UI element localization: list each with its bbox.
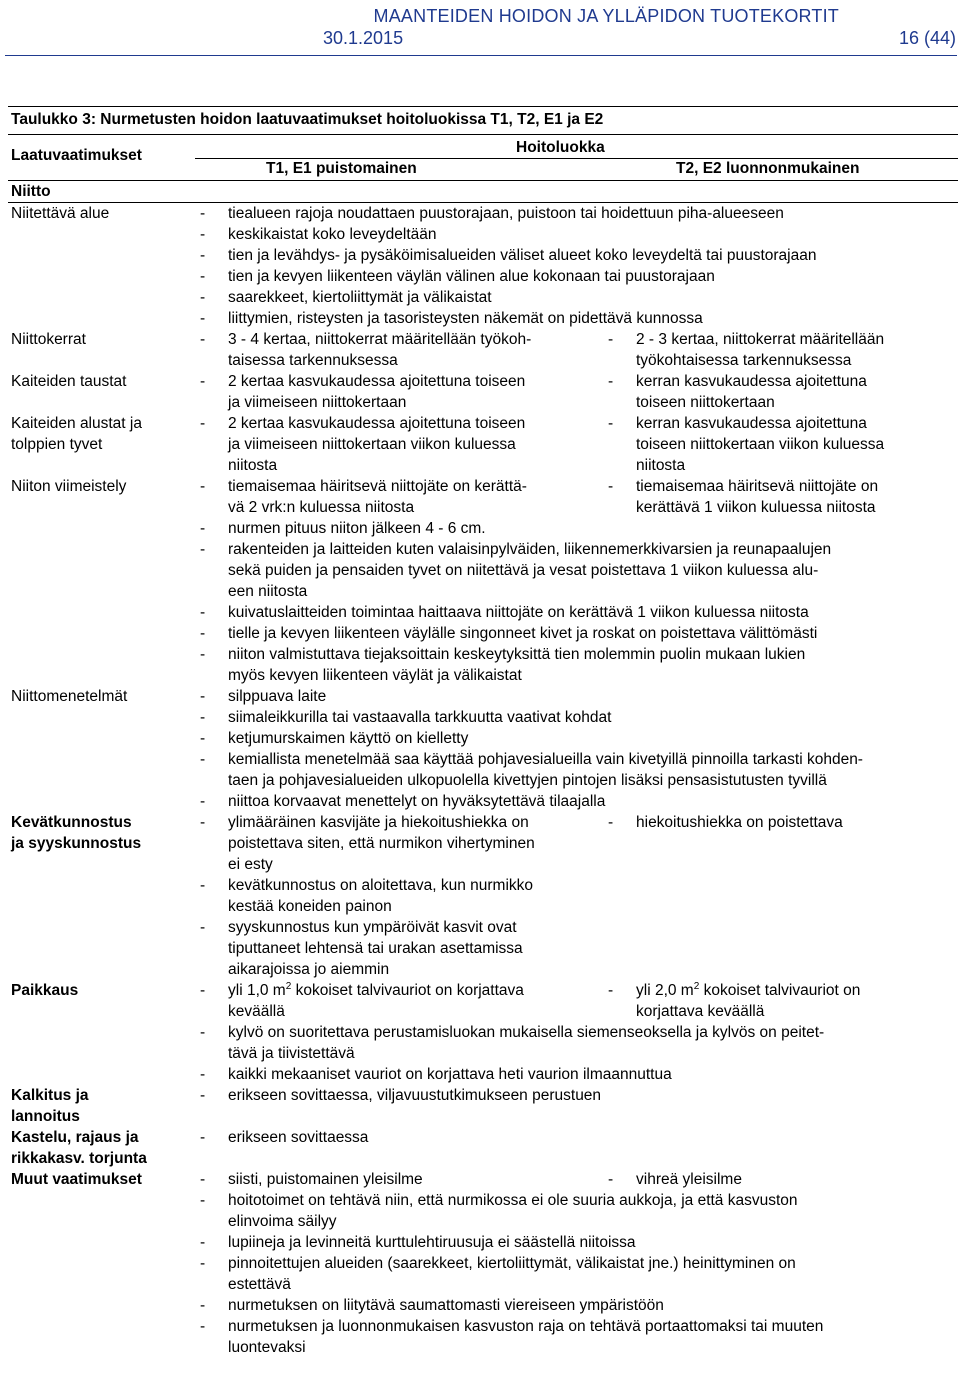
row-label: Niiton viimeistely [11,478,127,495]
list-item: - syyskunnostus kun ympäröivät kasvit ovat tiputtaneet lehtensä tai urakan asettamissa aikarajoissa jo aiemmin [193,917,601,980]
list-item-text: ylimääräinen kasvijäte ja hiekoitushiekka on poistettava siten, että nurmikon vihertyminen ei esty [228,814,535,873]
list-item-text: tiemaisemaa häiritsevä niittojäte on kerättävä 1 viikon kuluessa niitosta [636,478,879,516]
list-item: - niiton valmistuttava tiejaksoittain keskeytyksittä tien molemmin puolin mukaan lukien myös kevyen liikenteen väylät ja välikaistat [193,644,958,686]
list-item: - kylvö on suoritettava perustamisluokan mukaisella siemenseoksella ja kylvös on peitet- tävä ja tiivistettävä [193,1022,958,1064]
list-item-text: kylvö on suoritettava perustamisluokan mukaisella siemenseoksella ja kylvös on peitet- tävä ja tiivistettävä [228,1024,825,1062]
list-item: - 2 kertaa kasvukaudessa ajoitettuna toiseen ja viimeiseen niittokertaan viikon kuluessa niitosta [193,413,601,476]
page-number: 16 (44) [898,28,956,48]
cell-t2 [601,1169,958,1190]
list-item-text: 2 kertaa kasvukaudessa ajoitettuna toiseen ja viimeiseen niittokertaan viikon kuluessa niitosta [228,415,526,474]
table-caption: Taulukko 3: Nurmetusten hoidon laatuvaatimukset hoitoluokissa T1, T2, E1 ja E2 [8,107,958,135]
list-item: - vihreä yleisilme [601,1169,958,1190]
row-label [8,518,193,686]
row-label: Kastelu, rajaus ja rikkakasv. torjunta [11,1129,147,1167]
list-item: - kerran kasvukaudessa ajoitettuna toiseen niittokertaan [601,371,958,413]
col-header-requirements: Laatuvaatimukset [11,147,142,164]
table-row [8,203,958,329]
list-item-text: lupiineja ja levinneitä kurttulehtiruusuja ei säästellä niitoissa [228,1234,636,1251]
list-item-text: yli 1,0 $m^2$ kokoiset talvivauriot on korjattava keväällä [228,981,524,1020]
cell-t2 [601,980,958,1022]
list-item: - kerran kasvukaudessa ajoitettuna toiseen niittokertaan viikon kuluessa niitosta [601,413,958,476]
list-item: - yli 1,0 $m^2$ kokoiset talvivauriot on korjattava keväällä [193,980,601,1022]
list-item: - ketjumurskaimen käyttö on kielletty [193,728,958,749]
row-content [193,518,958,686]
row-label: Kalkitus ja lannoitus [11,1087,89,1125]
table-body [8,203,958,1358]
list-item-text: saarekkeet, kiertoliittymät ja välikaistat [228,289,492,306]
list-item: - siimaleikkurilla tai vastaavalla tarkkuutta vaativat kohdat [193,707,958,728]
cell-t2 [601,413,958,476]
list-item-text: niittoa korvaavat menettelyt on hyväksytettävä tilaajalla [228,793,606,810]
cell-t2 [601,812,958,980]
table-row [8,371,958,413]
list-item: - hiekoitushiekka on poistettava [601,812,958,833]
row-content [193,203,958,329]
list-item: - lupiineja ja levinneitä kurttulehtiruusuja ei säästellä niitoissa [193,1232,958,1253]
table-row [8,329,958,371]
document-date: 30.1.2015 [323,28,404,48]
list-item: - hoitotoimet on tehtävä niin, että nurmikossa ei ole suuria aukkoja, ja että kasvuston elinvoima säilyy [193,1190,958,1232]
cell-t1 [193,476,601,518]
row-label [8,1022,193,1085]
list-item-text: hiekoitushiekka on poistettava [636,814,843,831]
list-item: - nurmetuksen on liitytävä saumattomasti viereiseen ympäristöön [193,1295,958,1316]
list-item: - yli 2,0 $m^2$ kokoiset talvivauriot on korjattava keväällä [601,980,958,1022]
list-item-text: siimaleikkurilla tai vastaavalla tarkkuutta vaativat kohdat [228,709,612,726]
row-content [193,686,958,812]
row-label: Kevätkunnostus ja syyskunnostus [11,814,142,852]
table-row [8,686,958,812]
list-item-text: ketjumurskaimen käyttö on kielletty [228,730,469,747]
table-row [8,1127,958,1169]
list-item-text: kerran kasvukaudessa ajoitettuna toiseen niittokertaan viikon kuluessa niitosta [636,415,885,474]
list-item-text: liittymien, risteysten ja tasoristeysten näkemät on pidettävä kunnossa [228,310,703,327]
list-item: - 2 kertaa kasvukaudessa ajoitettuna toiseen ja viimeiseen niittokertaan [193,371,601,413]
list-item-text: siisti, puistomainen yleisilme [228,1171,423,1188]
cell-t2 [601,329,958,371]
list-item-text: silppuava laite [228,688,327,705]
list-item: - tiealueen rajoja noudattaen puustorajaan, puistoon tai hoidettuun piha-alueeseen [193,203,958,224]
section-heading: Niitto [8,181,958,203]
list-item-text: tiemaisemaa häiritsevä niittojäte on kerättä- vä 2 vrk:n kuluessa niitosta [228,478,527,516]
row-label: Paikkaus [11,982,79,999]
col-header-t1: T1, E1 puistomainen [266,160,417,177]
list-item-text: erikseen sovittaessa [228,1129,369,1146]
list-item-text: nurmetuksen on liitytävä saumattomasti viereiseen ympäristöön [228,1297,664,1314]
cell-t2 [601,476,958,518]
list-item: - 2 - 3 kertaa, niittokerrat määritellään työkohtaisessa tarkennuksessa [601,329,958,371]
list-item-text: tiealueen rajoja noudattaen puustorajaan, puistoon tai hoidettuun piha-alueeseen [228,205,784,222]
cell-t1 [193,812,601,980]
table-row [8,1190,958,1358]
list-item: - siisti, puistomainen yleisilme [193,1169,601,1190]
cell-t1 [193,329,601,371]
list-item: - tiemaisemaa häiritsevä niittojäte on kerättävä 1 viikon kuluessa niitosta [601,476,958,518]
row-label: Niittokerrat [11,331,86,348]
col-header-t2: T2, E2 luonnonmukainen [676,160,860,177]
list-item: - silppuava laite [193,686,958,707]
cell-t1 [193,1169,601,1190]
row-label: Kaiteiden alustat ja tolppien tyvet [11,415,142,453]
row-label [8,1190,193,1358]
table-row [8,476,958,518]
table-row [8,1022,958,1085]
list-item: - kaikki mekaaniset vauriot on korjattava heti vaurion ilmaannuttua [193,1064,958,1085]
list-item-text: nurmetuksen ja luonnonmukaisen kasvuston raja on tehtävä portaattomaksi tai muuten luontevaksi [228,1318,824,1356]
list-item-text: kevätkunnostus on aloitettava, kun nurmikko kestää koneiden painon [228,877,534,915]
list-item: - niittoa korvaavat menettelyt on hyväksytettävä tilaajalla [193,791,958,812]
list-item: - liittymien, risteysten ja tasoristeysten näkemät on pidettävä kunnossa [193,308,958,329]
quality-table [8,106,958,1358]
list-item: - nurmetuksen ja luonnonmukaisen kasvuston raja on tehtävä portaattomaksi tai muuten luontevaksi [193,1316,958,1358]
list-item: - tien ja levähdys- ja pysäköimisalueiden väliset alueet koko leveydeltä tai puustorajaan [193,245,958,266]
cell-t1 [193,413,601,476]
list-item: - nurmen pituus niiton jälkeen 4 - 6 cm. [193,518,958,539]
list-item: - ylimääräinen kasvijäte ja hiekoitushiekka on poistettava siten, että nurmikon vihertyminen ei esty [193,812,601,875]
list-item: - tielle ja kevyen liikenteen väylälle singonneet kivet ja roskat on poistettava välittömästi [193,623,958,644]
list-item-text: syyskunnostus kun ympäröivät kasvit ovat tiputtaneet lehtensä tai urakan asettamissa aikarajoissa jo aiemmin [228,919,523,978]
row-content [193,1190,958,1358]
list-item-text: kemiallista menetelmää saa käyttää pohjavesialueilla vain kivetyillä pinnoilla tarkasti kohden- taen ja pohjavesialueiden ulkopuolella kivettyjen pintojen lisäksi pensasistutusten tyvillä [228,751,863,789]
header-rule [5,55,957,56]
list-item-text: erikseen sovittaessa, viljavuustutkimukseen perustuen [228,1087,602,1104]
cell-t2 [601,371,958,413]
list-item-text: kerran kasvukaudessa ajoitettuna toiseen niittokertaan [636,373,867,411]
table-row [8,1085,958,1127]
list-item: - kevätkunnostus on aloitettava, kun nurmikko kestää koneiden painon [193,875,601,917]
list-item: - kemiallista menetelmää saa käyttää pohjavesialueilla vain kivetyillä pinnoilla tarkasti kohden- taen ja pohjavesialueiden ulkopuolella kivettyjen pintojen lisäksi pensasistutusten tyvillä [193,749,958,791]
list-item: - kuivatuslaitteiden toimintaa haittaava niittojäte on kerättävä 1 viikon kuluessa niitosta [193,602,958,623]
row-label: Niitettävä alue [11,205,110,222]
table-row [8,518,958,686]
list-item-text: vihreä yleisilme [636,1171,742,1188]
table-column-header [8,135,958,181]
table-row [8,413,958,476]
list-item: - keskikaistat koko leveydeltään [193,224,958,245]
table-row [8,980,958,1022]
list-item: - rakenteiden ja laitteiden kuten valaisinpylväiden, liikennemerkkivarsien ja reunapaalujen sekä puiden ja pensaiden tyvet on niitettävä ja vesat poistettava 1 viikon kuluessa alu- een niitosta [193,539,958,602]
list-item: - saarekkeet, kiertoliittymät ja välikaistat [193,287,958,308]
list-item: - 3 - 4 kertaa, niittokerrat määritellään työkoh- taisessa tarkennuksessa [193,329,601,371]
row-label: Kaiteiden taustat [11,373,127,390]
list-item: - erikseen sovittaessa, viljavuustutkimukseen perustuen [193,1085,958,1106]
row-label: Muut vaatimukset [11,1171,142,1188]
list-item-text: tien ja kevyen liikenteen väylän välinen alue kokonaan tai puustorajaan [228,268,715,285]
list-item: - erikseen sovittaessa [193,1127,958,1148]
list-item-text: kuivatuslaitteiden toimintaa haittaava niittojäte on kerättävä 1 viikon kuluessa niitosta [228,604,809,621]
row-label: Niittomenetelmät [11,688,128,705]
list-item-text: keskikaistat koko leveydeltään [228,226,437,243]
list-item-text: niiton valmistuttava tiejaksoittain keskeytyksittä tien molemmin puolin mukaan lukien myös kevyen liikenteen väylät ja välikaistat [228,646,806,684]
table-row [8,812,958,980]
list-item-text: yli 2,0 $m^2$ kokoiset talvivauriot on korjattava keväällä [636,981,861,1020]
list-item-text: hoitotoimet on tehtävä niin, että nurmikossa ei ole suuria aukkoja, ja että kasvuston elinvoima säilyy [228,1192,798,1230]
table-row [8,1169,958,1190]
list-item-text: rakenteiden ja laitteiden kuten valaisinpylväiden, liikennemerkkivarsien ja reunapaalujen sekä puiden ja pensaiden tyvet on niitettävä ja vesat poistettava 1 viikon kuluessa alu- een niitosta [228,541,832,600]
list-item-text: pinnoitettujen alueiden (saarekkeet, kiertoliittymät, välikaistat jne.) heinittyminen on estettävä [228,1255,796,1293]
cell-t1 [193,371,601,413]
list-item: - pinnoitettujen alueiden (saarekkeet, kiertoliittymät, välikaistat jne.) heinittyminen on estettävä [193,1253,958,1295]
col-header-group: Hoitoluokka [516,139,605,156]
document-title: MAANTEIDEN HOIDON JA YLLÄPIDON TUOTEKORTIT [373,6,839,26]
row-content [193,1022,958,1085]
list-item-text: tielle ja kevyen liikenteen väylälle singonneet kivet ja roskat on poistettava välittömästi [228,625,818,642]
list-item-text: 2 - 3 kertaa, niittokerrat määritellään työkohtaisessa tarkennuksessa [636,331,885,369]
row-content [193,1127,958,1169]
cell-t1 [193,980,601,1022]
list-item-text: kaikki mekaaniset vauriot on korjattava heti vaurion ilmaannuttua [228,1066,672,1083]
row-content [193,1085,958,1127]
list-item-text: nurmen pituus niiton jälkeen 4 - 6 cm. [228,520,486,537]
list-item: - tien ja kevyen liikenteen väylän välinen alue kokonaan tai puustorajaan [193,266,958,287]
list-item-text: tien ja levähdys- ja pysäköimisalueiden väliset alueet koko leveydeltä tai puustorajaan [228,247,817,264]
list-item: - tiemaisemaa häiritsevä niittojäte on kerättä- vä 2 vrk:n kuluessa niitosta [193,476,601,518]
list-item-text: 2 kertaa kasvukaudessa ajoitettuna toiseen ja viimeiseen niittokertaan [228,373,526,411]
list-item-text: 3 - 4 kertaa, niittokerrat määritellään työkoh- taisessa tarkennuksessa [228,331,532,369]
